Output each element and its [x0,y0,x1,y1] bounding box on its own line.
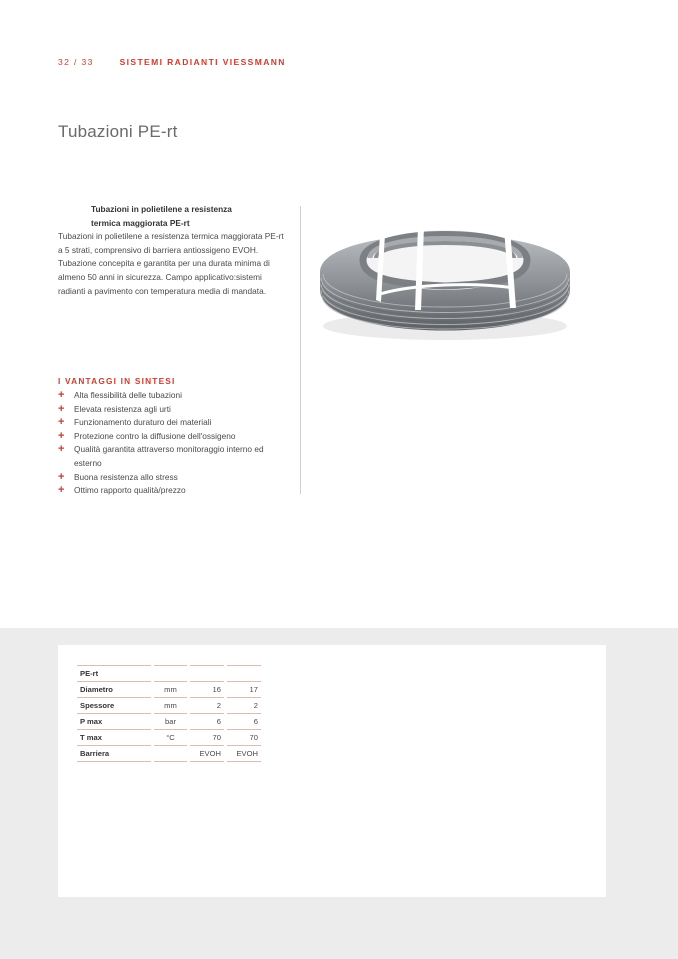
description-body: Tubazioni in polietilene a resistenza termica maggiorata PE-rt a 5 strati, comprensivo di barriera antiossigeno EVOH. Tubazione concepita e garantita per una durata minima di almeno 50 anni in sicurezza. Campo applicativo:sistemi radianti a pavimento con temperatura media di mandata. [58,231,284,296]
description-subtitle-line1: Tubazioni in polietilene a resistenza [91,204,232,214]
table-header-row [77,665,261,682]
pipe-coil-image [314,204,576,346]
plus-icon: + [58,416,65,429]
list-item: + Qualità garantita attraverso monitoraggio interno ed esterno [58,443,264,468]
advantages-list [58,389,286,498]
table-row: Barriera EVOH EVOH [77,746,261,762]
table-row: P max bar 6 6 [77,714,261,730]
list-item: + Funzionamento duraturo dei materiali [58,416,212,429]
plus-icon: + [58,429,65,442]
product-description [58,203,286,298]
description-subtitle-line2: termica maggiorata PE-rt [91,217,190,228]
advantages-title: I VANTAGGI IN SINTESI [58,376,176,386]
section-title: SISTEMI RADIANTI VIESSMANN [119,57,286,67]
list-item: + Ottimo rapporto qualità/prezzo [58,484,186,497]
page-header [58,57,286,67]
list-item: + Buona resistenza allo stress [58,470,178,483]
column-divider [300,206,301,494]
plus-icon: + [58,389,65,401]
page-numbers: 32 / 33 [58,57,94,67]
table-row: Spessore mm 2 2 [77,698,261,714]
plus-icon: + [58,443,65,456]
table-row: T max °C 70 70 [77,730,261,746]
list-item: + Protezione contro la diffusione dell'ossigeno [58,429,236,442]
list-item: + Elevata resistenza agli urti [58,402,171,415]
plus-icon: + [58,484,65,497]
table-row: Diametro mm 16 17 [77,682,261,698]
list-item: + Alta flessibilità delle tubazioni [58,389,182,401]
spec-table [74,665,264,762]
page-title: Tubazioni PE-rt [58,122,178,141]
table-title: PE-rt [77,665,151,682]
plus-icon: + [58,402,65,415]
plus-icon: + [58,470,65,483]
